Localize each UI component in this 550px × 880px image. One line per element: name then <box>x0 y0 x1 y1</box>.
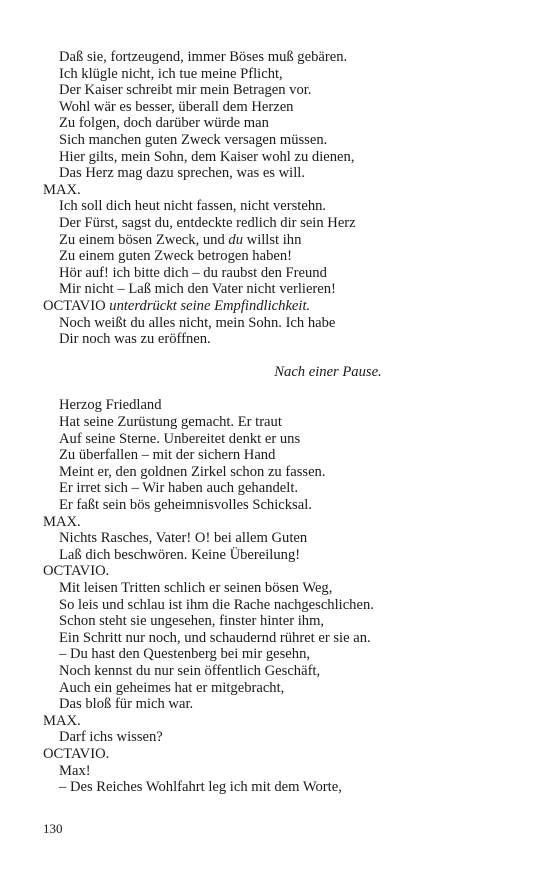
verse-line: Auf seine Sterne. Unbereitet denkt er uns <box>59 430 301 447</box>
verse-line <box>43 232 523 249</box>
verse-line: Er faßt sein bös geheimnisvolles Schicksal. <box>59 497 312 514</box>
verse-line: Hat seine Zurüstung gemacht. Er traut <box>59 414 282 431</box>
verse-line: Noch weißt du alles nicht, mein Sohn. Ich habe <box>59 314 336 331</box>
verse-line: Herzog Friedland <box>59 397 162 414</box>
verse-line: Der Kaiser schreibt mir mein Betragen vor. <box>59 82 312 99</box>
verse-line: Wohl wär es besser, überall dem Herzen <box>59 98 294 115</box>
verse-line: Ich klügle nicht, ich tue meine Pflicht, <box>59 65 283 82</box>
speaker-octavio: OCTAVIO. <box>43 745 110 762</box>
verse-line: Mit leisen Tritten schlich er seinen bösen Weg, <box>59 580 333 596</box>
verse-line: Hör auf! ich bitte dich – du raubst den Freund <box>59 264 327 281</box>
verse-line: – Du hast den Questenberg bei mir gesehn, <box>59 646 311 663</box>
verse-line: Zu überfallen – mit der sichern Hand <box>59 447 276 464</box>
speaker-max: MAX. <box>43 513 81 530</box>
verse-line: Max! <box>59 762 91 779</box>
verse-line: Sich manchen guten Zweck versagen müssen. <box>59 131 328 148</box>
verse-line: Darf ichs wissen? <box>59 729 163 746</box>
verse-line: Hier gilts, mein Sohn, dem Kaiser wohl zu dienen, <box>59 148 355 165</box>
verse-text: willst ihn <box>243 231 302 248</box>
verse-line: Dir noch was zu eröffnen. <box>59 331 211 348</box>
verse-line: Zu folgen, doch darüber würde man <box>59 115 269 132</box>
speaker-octavio <box>43 298 523 315</box>
page-number: 130 <box>43 821 63 836</box>
verse-line: Das bloß für mich war. <box>59 696 194 713</box>
verse-line: Laß dich beschwören. Keine Übereilung! <box>59 546 301 563</box>
verse-text: Zu einem bösen Zweck, und <box>59 231 229 248</box>
verse-line: So leis und schlau ist ihm die Rache nachgeschlichen. <box>59 596 374 613</box>
verse-line: Der Fürst, sagst du, entdeckte redlich dir sein Herz <box>59 214 356 231</box>
verse-line: Er irret sich – Wir haben auch gehandelt. <box>59 480 299 497</box>
verse-line: Ein Schritt nur noch, und schaudernd rühret er sie an. <box>59 629 371 646</box>
verse-line: Auch ein geheimes hat er mitgebracht, <box>59 679 285 696</box>
spacer <box>43 381 523 398</box>
emphasized-word: du <box>228 231 243 248</box>
verse-line: Das Herz mag dazu sprechen, was es will. <box>59 165 305 182</box>
verse-line: Mir nicht – Laß mich den Vater nicht verlieren! <box>59 281 336 298</box>
stage-direction: unterdrückt seine Empfindlichkeit. <box>105 297 311 314</box>
stage-direction-centered: Nach einer Pause. <box>274 364 382 381</box>
spacer <box>43 348 523 365</box>
speaker-max: MAX. <box>43 712 81 729</box>
verse-line: Nichts Rasches, Vater! O! bei allem Guten <box>59 530 308 547</box>
drama-text <box>43 49 523 796</box>
verse-line: Schon steht sie ungesehen, finster hinter ihm, <box>59 613 325 630</box>
speaker-max: MAX. <box>43 181 81 198</box>
verse-line: – Des Reiches Wohlfahrt leg ich mit dem Worte, <box>59 779 342 796</box>
speaker-name: OCTAVIO <box>43 297 106 314</box>
verse-line: Daß sie, fortzeugend, immer Böses muß gebären. <box>59 49 348 65</box>
verse-line: Noch kennst du nur sein öffentlich Geschäft, <box>59 662 321 679</box>
verse-line: Zu einem guten Zweck betrogen haben! <box>59 248 293 265</box>
verse-line: Meint er, den goldnen Zirkel schon zu fassen. <box>59 463 326 480</box>
verse-line: Ich soll dich heut nicht fassen, nicht verstehn. <box>59 198 327 215</box>
speaker-octavio: OCTAVIO. <box>43 563 110 580</box>
